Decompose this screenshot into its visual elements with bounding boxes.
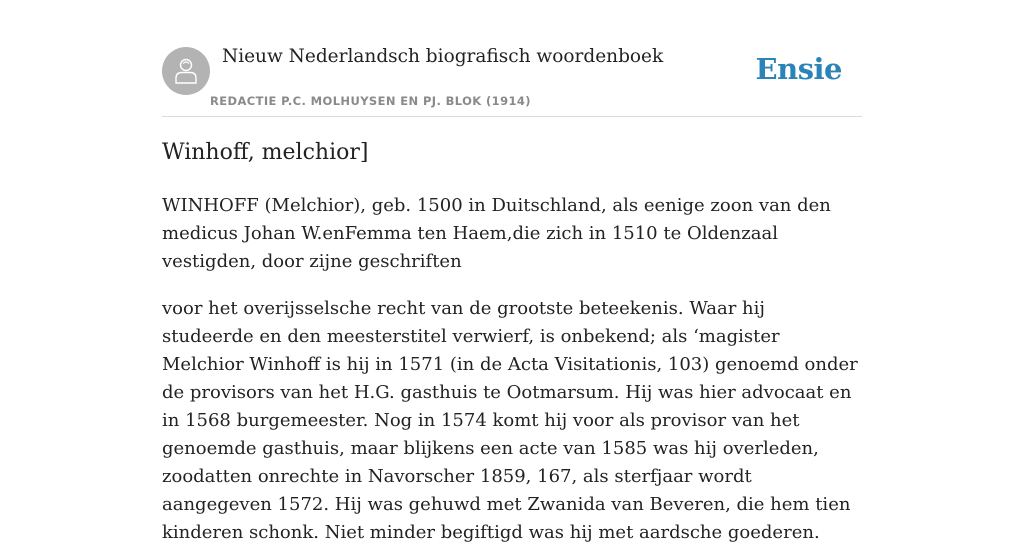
avatar[interactable] (162, 47, 210, 95)
source-title[interactable]: Nieuw Nederlandsch biografisch woordenboek (222, 46, 664, 67)
brand-logo-link[interactable]: Ensie (755, 52, 842, 86)
page (162, 0, 862, 543)
user-icon (174, 57, 198, 85)
entry-title: Winhoff, melchior] (162, 140, 369, 165)
entry-paragraph: WINHOFF (Melchior), geb. 1500 in Duitschland, als eenige zoon van den medicus Johan W.enFemma ten Haem,die zich in 1510 te Oldenzaal vestigden, door zijne geschriften (162, 195, 831, 272)
entry-paragraph: voor het overijsselsche recht van de grootste beteekenis. Waar hij studeerde en den meesterstitel verwierf, is onbekend; als ‘magister Melchior Winhoff is hij in 1571 (in de Acta Visitationis, 103) genoemd onder de provisors van het H.G. gasthuis te Ootmarsum. Hij was hier advocaat en in 1568 burgemeester. Nog in 1574 komt hij voor als provisor van het genoemde gasthuis, maar blijkens een acte van 1585 was hij overleden, zoodatten onrechte in Navorscher 1859, 167, als sterfjaar wordt aangegeven 1572. Hij was gehuwd met Zwanida van Beveren, die hem tien kinderen schonk. Niet minder begiftigd was hij met aardsche goederen. (162, 298, 858, 543)
source-header (162, 0, 862, 117)
source-editors: REDACTIE P.C. MOLHUYSEN EN PJ. BLOK (1914) (210, 94, 531, 108)
